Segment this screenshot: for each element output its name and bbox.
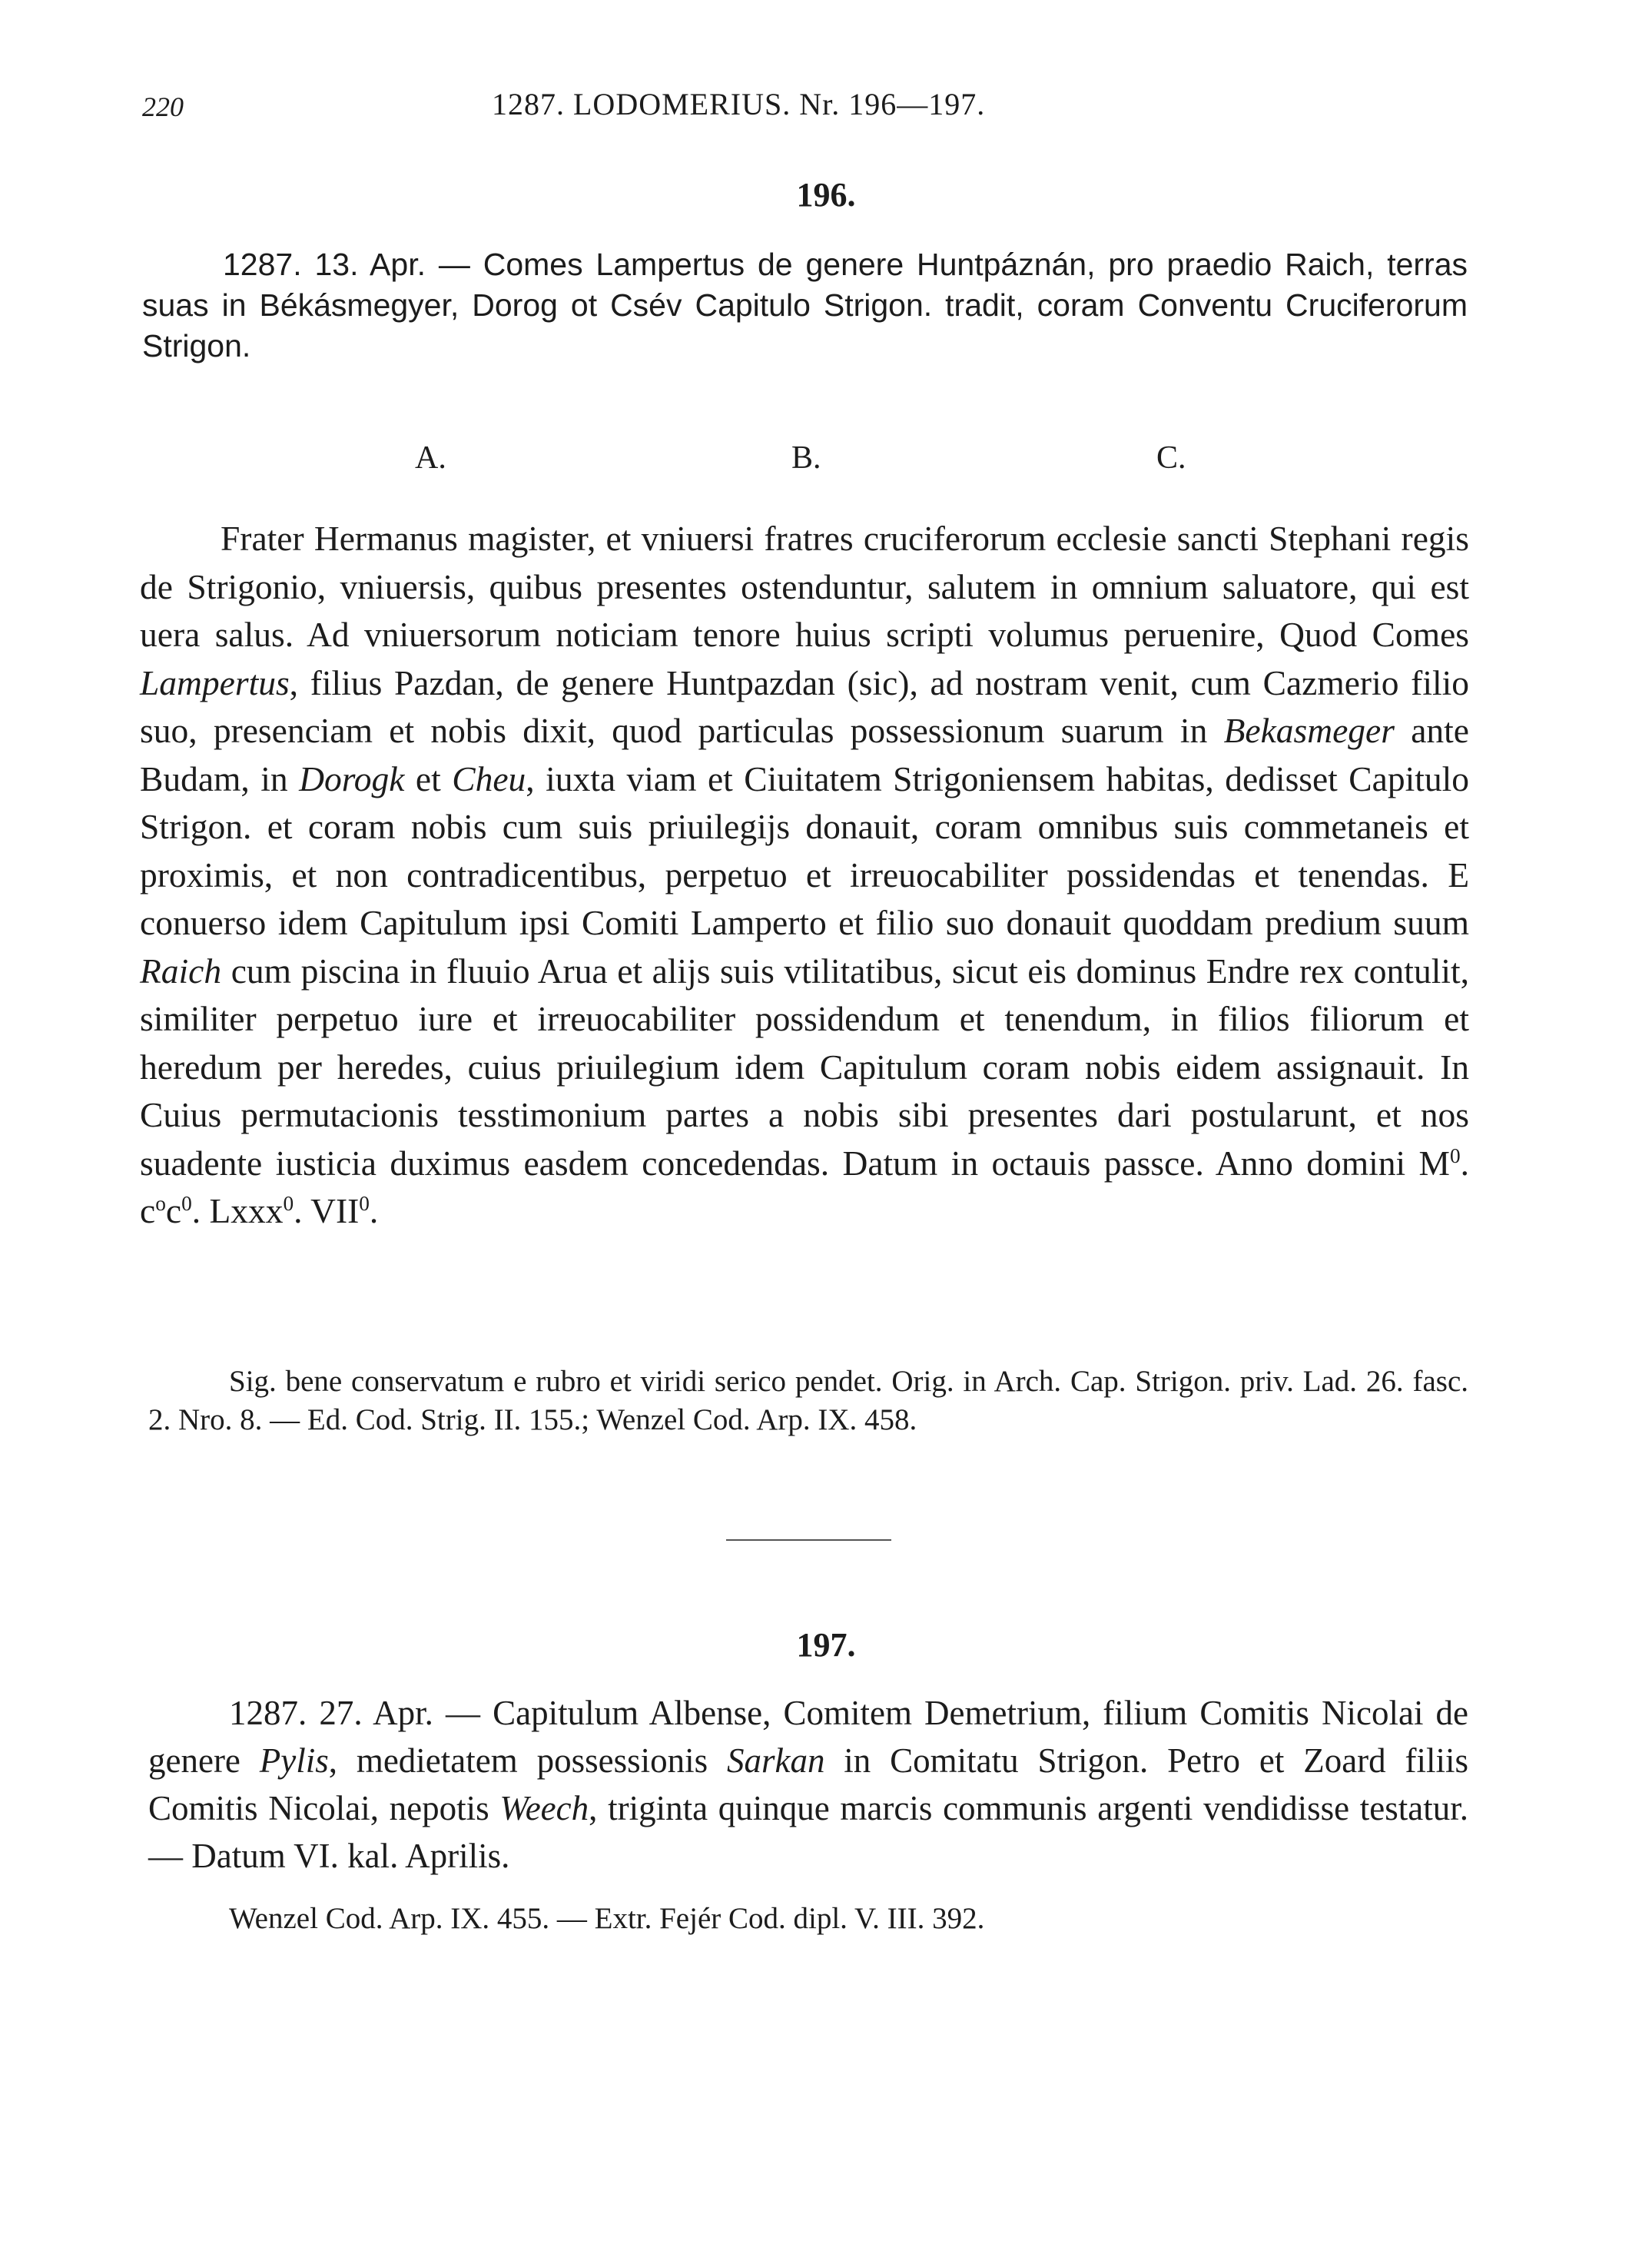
copy-label-b: B. — [791, 440, 821, 476]
charter-text-196: Frater Hermanus magister, et vniuersi fratres cruciferorum ecclesie sancti Stephani regis de Strigonio, vniuersis, quibus presentes ostenduntur, salutem in omnium saluatore, qui est uera salus. Ad vniuersorum noticiam tenore huius scripti volumus peruenire, Quod Comes Lampertus, filius Pazdan, de genere Huntpazdan (sic), ad nostram venit, cum Cazmerio filio suo, presenciam et nobis dixit, quod particulas possessionum suarum in Bekasmeger ante Budam, in Dorogk et Cheu, iuxta viam et Ciuitatem Strigoniensem habitas, dedisset Capitulo Strigon. et coram nobis cum suis priuilegijs donauit, coram omnibus suis commetaneis et proximis, et non contradicentibus, perpetuo et irreuocabiliter possidendas et tenendas. E conuerso idem Capitulum ipsi Comiti Lamperto et filio suo donauit quoddam predium suum Raich cum piscina in fluuio Arua et alijs suis vtilitatibus, sicut eis dominus Endre rex contulit, similiter perpetuo iure et irreuocabiliter possidendum et tenendum, in filios filiorum et heredum per heredes, cuius priuilegium idem Capitulum coram nobis eidem assignauit. In Cuius permutacionis tesstimonium partes a nobis sibi presentes dari postularunt, et nos suadente iusticia duximus easdem concedendas. Datum in octauis passce. Anno domini $M^0$. $c^oc^0$. Lxxx$^0$. VII$^0$. — [140, 519, 1469, 1230]
copy-label-c: C. — [1156, 440, 1186, 476]
copy-label-a: A. — [415, 440, 446, 476]
place-name: Cheu — [452, 758, 526, 798]
document-number-197: 197. — [796, 1626, 856, 1664]
regest-197: 1287. 27. Apr. — Capitulum Albense, Comitem Demetrium, filium Comitis Nicolai de genere Pylis, medietatem possessionis Sarkan in Comitatu Strigon. Petro et Zoard filiis Comitis Nicolai, nepotis Weech, triginta quinque marcis communis argenti vendidisse testatur. — Datum VI. kal. Aprilis. — [148, 1694, 1469, 1875]
place-name: Pylis — [259, 1741, 329, 1780]
section-divider — [726, 1539, 891, 1541]
person-name: Weech — [499, 1789, 589, 1827]
place-name: Raich — [140, 951, 222, 991]
regest-196: 1287. 13. Apr. — Comes Lampertus de genere Huntpáznán, pro praedio Raich, terras suas in Békásmegyer, Dorog ot Csév Capitulo Strigon. tradit, coram Conventu Cruciferorum Strigon. — [142, 247, 1468, 363]
source-note-196: Sig. bene conservatum e rubro et viridi serico pendet. Orig. in Arch. Cap. Strigon. priv. Lad. 26. fasc. 2. Nro. 8. — Ed. Cod. Strig. II. 155.; Wenzel Cod. Arp. IX. 458. — [148, 1365, 1468, 1436]
place-name: Bekasmeger — [1223, 711, 1395, 750]
place-name: Sarkan — [726, 1741, 825, 1780]
page-number: 220 — [142, 91, 184, 122]
person-name: Lampertus — [140, 662, 290, 702]
place-name: Dorogk — [299, 758, 405, 798]
document-number-196: 196. — [796, 176, 856, 214]
running-head: 1287. LODOMERIUS. Nr. 196—197. — [492, 87, 986, 121]
source-note-197: Wenzel Cod. Arp. IX. 455. — Extr. Fejér Cod. dipl. V. III. 392. — [229, 1902, 985, 1935]
